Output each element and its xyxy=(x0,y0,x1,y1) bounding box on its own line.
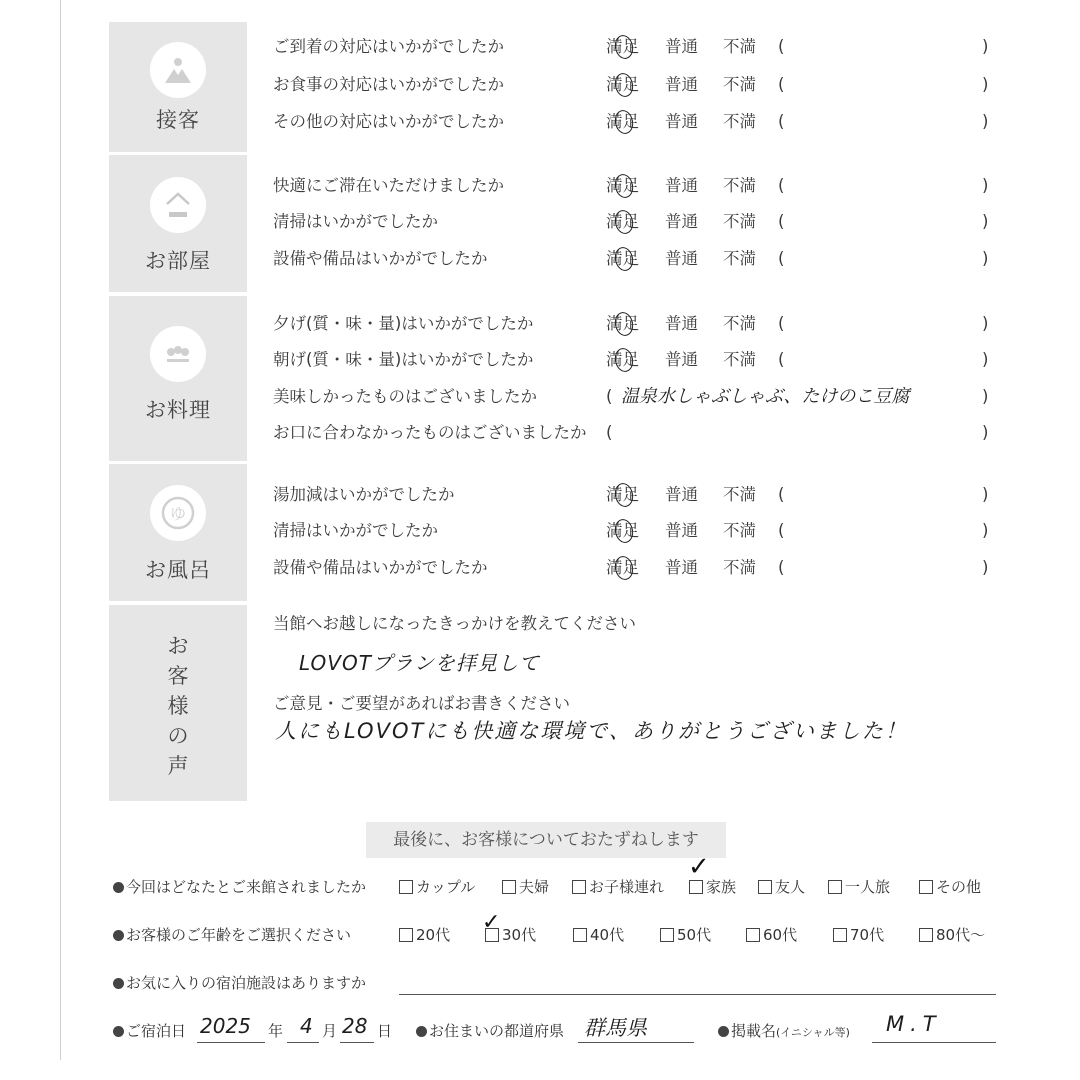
paren-close: ) xyxy=(982,112,989,131)
question-row xyxy=(273,382,1003,412)
bullet-dot xyxy=(113,978,124,989)
question-row xyxy=(273,70,1003,100)
option-dissatisfied[interactable]: 不満 xyxy=(723,249,756,268)
checkbox-married[interactable] xyxy=(502,874,549,900)
option-satisfied[interactable]: 満足 xyxy=(606,485,639,504)
checkbox-label: その他 xyxy=(936,878,982,896)
year-underline xyxy=(197,1042,265,1043)
question-text: 当館へお越しになったきっかけを教えてください xyxy=(273,614,636,633)
paren-open: ( xyxy=(778,558,785,577)
option-normal[interactable]: 普通 xyxy=(665,112,698,131)
bullet-dot xyxy=(113,1026,124,1037)
section-room xyxy=(109,155,999,292)
question-row xyxy=(273,516,1003,546)
prefecture-label xyxy=(416,1018,564,1044)
section-service xyxy=(109,22,999,152)
option-dissatisfied[interactable]: 不満 xyxy=(723,37,756,56)
checkbox-label: 50代 xyxy=(677,926,712,944)
paren-close: ) xyxy=(982,37,989,56)
paren-close: ) xyxy=(982,314,989,333)
checkbox-label: 夫婦 xyxy=(519,878,550,896)
option-dissatisfied[interactable]: 不満 xyxy=(723,521,756,540)
checkbox-label: 30代 xyxy=(502,926,537,944)
day-underline xyxy=(340,1042,374,1043)
checkbox-label: 70代 xyxy=(850,926,885,944)
answer-text[interactable]: 温泉水しゃぶしゃぶ、たけのこ豆腐 xyxy=(621,386,910,407)
question-text: ご到着の対応はいかがでしたか xyxy=(273,37,504,56)
paren-open: ( xyxy=(778,75,785,94)
label-note: (イニシャル等) xyxy=(776,1026,850,1039)
check-mark-icon: ✓ xyxy=(688,852,710,882)
day-unit: 日 xyxy=(377,1022,393,1040)
question-text: 設備や備品はいかがでしたか xyxy=(273,558,488,577)
paren-close: ) xyxy=(982,558,989,577)
checkbox-icon xyxy=(660,928,674,942)
paren-open: ( xyxy=(778,112,785,131)
checkbox-solo[interactable] xyxy=(828,874,890,900)
check-mark-icon: ✓ xyxy=(482,910,501,935)
checkbox-label: 家族 xyxy=(706,878,737,896)
bullet-dot xyxy=(718,1026,729,1037)
option-dissatisfied[interactable]: 不満 xyxy=(723,212,756,231)
question-row xyxy=(273,207,1003,237)
label-text: 掲載名 xyxy=(731,1022,777,1040)
question-text: 朝げ(質・味・量)はいかがでしたか xyxy=(273,350,534,369)
question-row xyxy=(273,107,1003,137)
voice-answer-1[interactable]: LOVOTプランを拝見して xyxy=(299,651,540,675)
paren-close: ) xyxy=(982,423,989,442)
bullet-dot xyxy=(113,882,124,893)
checkbox-icon xyxy=(399,880,413,894)
question-row xyxy=(273,32,1003,62)
label-text: ご宿泊日 xyxy=(126,1022,187,1040)
option-dissatisfied[interactable]: 不満 xyxy=(723,75,756,94)
stay-day-input[interactable]: 28 xyxy=(342,1014,368,1038)
bullet-dot xyxy=(416,1026,427,1037)
checkbox-label: 40代 xyxy=(590,926,625,944)
option-satisfied[interactable]: 満足 xyxy=(606,350,639,369)
option-dissatisfied[interactable]: 不満 xyxy=(723,314,756,333)
page-edge xyxy=(60,0,61,1060)
paren-open: ( xyxy=(606,423,613,442)
category-label: お風呂 xyxy=(145,558,211,582)
option-normal[interactable]: 普通 xyxy=(665,249,698,268)
option-normal[interactable]: 普通 xyxy=(665,485,698,504)
svg-text:ゆ: ゆ xyxy=(169,504,187,523)
paren-open: ( xyxy=(778,314,785,333)
question-row xyxy=(273,244,1003,274)
label-text: お住まいの都道府県 xyxy=(429,1022,565,1040)
category-panel xyxy=(109,464,247,601)
question-text: 設備や備品はいかがでしたか xyxy=(273,249,488,268)
checkbox-label: 一人旅 xyxy=(845,878,891,896)
checkbox-icon xyxy=(573,928,587,942)
paren-close: ) xyxy=(982,176,989,195)
question-text: 夕げ(質・味・量)はいかがでしたか xyxy=(273,314,534,333)
paren-close: ) xyxy=(982,485,989,504)
paren-close: ) xyxy=(982,75,989,94)
option-satisfied[interactable]: 満足 xyxy=(606,558,639,577)
option-satisfied[interactable]: 満足 xyxy=(606,75,639,94)
final-section-title: 最後に、お客様についておたずねします xyxy=(366,822,726,858)
publication-name-label xyxy=(718,1018,850,1046)
option-normal[interactable]: 普通 xyxy=(665,558,698,577)
question-text: その他の対応はいかがでしたか xyxy=(273,112,504,131)
category-label: お部屋 xyxy=(145,249,211,273)
age-question xyxy=(113,922,351,948)
paren-open: ( xyxy=(778,37,785,56)
question-row xyxy=(273,309,1003,339)
question-row xyxy=(273,171,1003,201)
companion-question xyxy=(113,874,366,900)
publication-name-underline xyxy=(872,1042,996,1043)
paren-open: ( xyxy=(778,485,785,504)
checkbox-age-20s[interactable] xyxy=(399,922,450,948)
category-panel xyxy=(109,605,247,801)
bullet-dot xyxy=(113,930,124,941)
question-text: お客様のご年齢をご選択ください xyxy=(126,926,352,944)
paren-open: ( xyxy=(778,212,785,231)
option-normal[interactable]: 普通 xyxy=(665,521,698,540)
checkbox-friend[interactable] xyxy=(758,874,805,900)
checkbox-label: 20代 xyxy=(416,926,451,944)
option-normal[interactable]: 普通 xyxy=(665,37,698,56)
question-row xyxy=(273,480,1003,510)
house-icon xyxy=(150,177,206,233)
category-label-vertical: お客様の声 xyxy=(167,634,189,778)
option-normal[interactable]: 普通 xyxy=(665,176,698,195)
checkbox-label: 60代 xyxy=(763,926,798,944)
checkbox-age-80s[interactable] xyxy=(919,922,985,948)
question-text: 清掃はいかがでしたか xyxy=(273,521,438,540)
checkbox-age-60s[interactable] xyxy=(746,922,797,948)
option-satisfied[interactable]: 満足 xyxy=(606,249,639,268)
option-normal[interactable]: 普通 xyxy=(665,212,698,231)
voice-question-1 xyxy=(273,609,1003,639)
checkbox-age-70s[interactable] xyxy=(833,922,884,948)
paren-close: ) xyxy=(982,521,989,540)
voice-answer-2[interactable]: 人にもLOVOTにも快適な環境で、ありがとうございました！ xyxy=(275,719,908,743)
checkbox-icon xyxy=(572,880,586,894)
question-text: お食事の対応はいかがでしたか xyxy=(273,75,504,94)
question-row xyxy=(273,553,1003,583)
checkbox-icon xyxy=(833,928,847,942)
favorite-question xyxy=(113,970,366,996)
question-text: 快適にご滞在いただけましたか xyxy=(273,176,504,195)
section-guest-voice xyxy=(109,605,999,801)
year-unit: 年 xyxy=(268,1022,284,1040)
month-unit: 月 xyxy=(322,1022,338,1040)
checkbox-age-40s[interactable] xyxy=(573,922,624,948)
option-dissatisfied[interactable]: 不満 xyxy=(723,558,756,577)
category-label: 接客 xyxy=(156,108,200,132)
option-satisfied[interactable]: 満足 xyxy=(606,112,639,131)
option-dissatisfied[interactable]: 不満 xyxy=(723,112,756,131)
prefecture-underline xyxy=(578,1042,694,1043)
question-text: 今回はどなたとご来館されましたか xyxy=(126,878,367,896)
paren-open: ( xyxy=(778,521,785,540)
favorite-underline xyxy=(399,994,996,995)
question-text: お口に合わなかったものはございましたか xyxy=(273,423,587,442)
question-text: お気に入りの宿泊施設はありますか xyxy=(126,974,367,992)
publication-name-input[interactable]: M.T xyxy=(886,1012,942,1036)
checkbox-icon xyxy=(919,928,933,942)
section-cuisine xyxy=(109,296,999,461)
paren-open: ( xyxy=(778,249,785,268)
stay-month-input[interactable]: 4 xyxy=(300,1014,313,1038)
paren-close: ) xyxy=(982,350,989,369)
person-service-icon xyxy=(150,42,206,98)
prefecture-input[interactable]: 群馬県 xyxy=(584,1016,647,1040)
checkbox-icon xyxy=(399,928,413,942)
checkbox-icon xyxy=(746,928,760,942)
checkbox-icon xyxy=(828,880,842,894)
paren-close: ) xyxy=(982,249,989,268)
option-satisfied[interactable]: 満足 xyxy=(606,176,639,195)
question-text: 清掃はいかがでしたか xyxy=(273,212,438,231)
option-normal[interactable]: 普通 xyxy=(665,314,698,333)
checkbox-label: 80代〜 xyxy=(936,926,986,944)
question-row xyxy=(273,345,1003,375)
section-bath xyxy=(109,464,999,601)
option-satisfied[interactable]: 満足 xyxy=(606,212,639,231)
option-satisfied[interactable]: 満足 xyxy=(606,314,639,333)
stay-date-label xyxy=(113,1018,186,1044)
option-dissatisfied[interactable]: 不満 xyxy=(723,485,756,504)
checkbox-age-50s[interactable] xyxy=(660,922,711,948)
question-text: ご意見・ご要望があればお書きください xyxy=(273,694,570,713)
question-text: 湯加減はいかがでしたか xyxy=(273,485,455,504)
question-text: 美味しかったものはございましたか xyxy=(273,387,537,406)
option-dissatisfied[interactable]: 不満 xyxy=(723,350,756,369)
checkbox-couple[interactable] xyxy=(399,874,475,900)
category-panel xyxy=(109,22,247,152)
checkbox-icon xyxy=(758,880,772,894)
checkbox-with-children[interactable] xyxy=(572,874,664,900)
stay-year-input[interactable]: 2025 xyxy=(200,1014,251,1038)
option-normal[interactable]: 普通 xyxy=(665,75,698,94)
option-normal[interactable]: 普通 xyxy=(665,350,698,369)
option-satisfied[interactable]: 満足 xyxy=(606,521,639,540)
month-underline xyxy=(287,1042,319,1043)
option-satisfied[interactable]: 満足 xyxy=(606,37,639,56)
dishes-icon xyxy=(150,326,206,382)
paren-close: ) xyxy=(982,212,989,231)
yu-bath-icon xyxy=(150,485,206,541)
checkbox-label: カップル xyxy=(416,878,476,896)
checkbox-icon xyxy=(689,880,703,894)
paren-close: ) xyxy=(982,387,989,406)
checkbox-label: 友人 xyxy=(775,878,806,896)
paren-open: ( xyxy=(778,350,785,369)
checkbox-icon xyxy=(502,880,516,894)
paren-open: ( xyxy=(606,387,613,406)
question-row xyxy=(273,418,1003,448)
checkbox-label: お子様連れ xyxy=(589,878,665,896)
checkbox-other[interactable] xyxy=(919,874,981,900)
category-panel xyxy=(109,296,247,461)
category-panel xyxy=(109,155,247,292)
paren-open: ( xyxy=(778,176,785,195)
option-dissatisfied[interactable]: 不満 xyxy=(723,176,756,195)
checkbox-icon xyxy=(919,880,933,894)
category-label: お料理 xyxy=(145,398,211,422)
